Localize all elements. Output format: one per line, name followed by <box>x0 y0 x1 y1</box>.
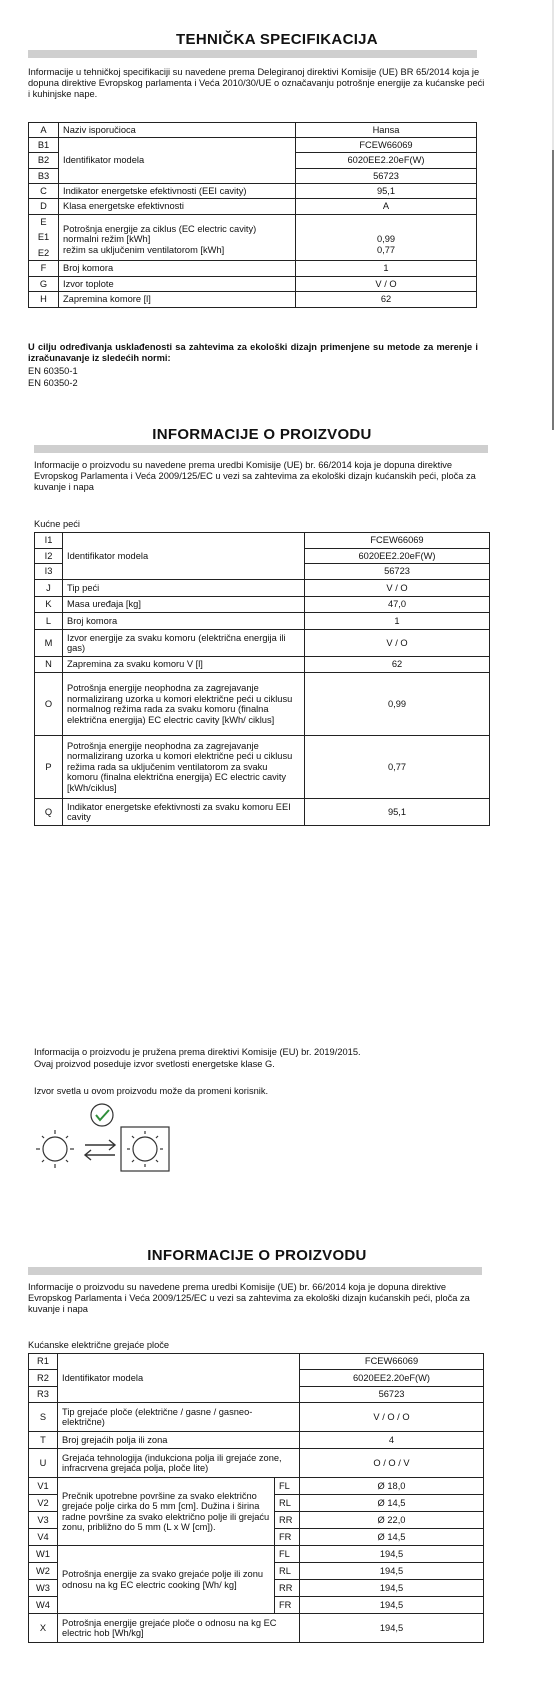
row-value: 4 <box>300 1432 484 1449</box>
row-label: Potrošnja energije grejaće ploče o odnosu na kg EC electric hob [Wh/kg] <box>58 1614 300 1643</box>
row-value: 6020EE2.20eF(W) <box>296 153 477 169</box>
row-label: normalni režim [kWh] <box>63 234 151 245</box>
row-label: Tip peći <box>63 580 305 597</box>
row-code: D <box>29 199 59 215</box>
row-value: 0,99 <box>376 234 396 244</box>
row-label: Identifikator modela <box>63 533 305 580</box>
row-value: Ø 14,5 <box>300 1495 484 1512</box>
replaceable-light-pictogram <box>33 1099 183 1174</box>
row-code: B3 <box>29 169 59 184</box>
table-row <box>29 184 477 199</box>
row-label: režim sa uključenim ventilatorom [kWh] <box>63 244 225 255</box>
table-row <box>35 630 490 657</box>
row-code: I2 <box>35 549 63 564</box>
check-circle-icon <box>91 1104 113 1126</box>
energy-consumption-cell <box>59 215 296 261</box>
section-title-product-info-hob: INFORMACIJE O PROIZVODU <box>147 1247 367 1264</box>
row-code: H <box>29 292 59 308</box>
table-row <box>35 736 490 799</box>
row-value: FCEW66069 <box>300 1354 484 1370</box>
row-code: B1 <box>29 138 59 153</box>
zone-position: RL <box>275 1495 300 1512</box>
row-value: 6020EE2.20eF(W) <box>300 1370 484 1387</box>
row-value: V / O <box>305 630 490 657</box>
row-label: Izvor toplote <box>59 277 296 292</box>
row-code: W3 <box>29 1580 58 1597</box>
row-code: T <box>29 1432 58 1449</box>
row-value: 6020EE2.20eF(W) <box>305 549 490 564</box>
table-row <box>29 1354 484 1370</box>
row-value: 194,5 <box>300 1614 484 1643</box>
light-class-line: Ovaj proizvod poseduje izvor svetlosti energetske klase G. <box>34 1059 275 1069</box>
row-value: 56723 <box>296 169 477 184</box>
intro-paragraph: Informacije u tehničkoj specifikaciji su navedene prema Delegiranoj direktivi Komisije (UE) BR 65/2014 koja je dopuna direktive Evropskog parlamenta i Veća 2010/30/UE o označavanju potrošnje energije za kućanske peći i kuhinjske nape. <box>28 67 485 99</box>
row-value: A <box>296 199 477 215</box>
table-row <box>29 1546 484 1563</box>
row-label: Zapremina za svaku komoru V [l] <box>63 657 305 673</box>
table-row <box>35 613 490 630</box>
row-code: N <box>35 657 63 673</box>
technical-spec-table <box>28 122 477 308</box>
table-row <box>35 799 490 826</box>
row-code: V1 <box>29 1478 58 1495</box>
row-code: J <box>35 580 63 597</box>
row-value: FCEW66069 <box>296 138 477 153</box>
row-code: O <box>35 673 63 736</box>
zone-position: RR <box>275 1512 300 1529</box>
light-info-line: Informacija o proizvodu je pružena prema direktivi Komisije (EU) br. 2019/2015. <box>34 1047 361 1057</box>
table-caption: Kućne peći <box>34 519 80 529</box>
row-value: 95,1 <box>296 184 477 199</box>
row-value: 194,5 <box>300 1546 484 1563</box>
row-value: O / O / V <box>300 1449 484 1478</box>
page-title-technical-spec: TEHNIČKA SPECIFIKACIJA <box>176 31 378 48</box>
swap-arrows-icon <box>85 1140 115 1160</box>
row-code: K <box>35 597 63 613</box>
row-value: 194,5 <box>300 1597 484 1614</box>
row-label: Indikator energetske efektivnosti (EEI cavity) <box>59 184 296 199</box>
table-row <box>29 1478 484 1495</box>
row-code: G <box>29 277 59 292</box>
row-value: 0,77 <box>305 736 490 799</box>
intro-paragraph: Informacije o proizvodu su navedene prema uredbi Komisije (UE) br. 66/2014 koja je dopuna direktive Evropskog Parlamenta i Veća 2009/125/EC u vezi sa zahtevima za ekološki dizajn kućanskih peći, ploča za kuvanje i napa <box>28 1282 470 1314</box>
row-label: Broj komora <box>59 261 296 277</box>
zone-position: RR <box>275 1580 300 1597</box>
title-underline-bar <box>34 445 488 453</box>
row-code: Q <box>35 799 63 826</box>
row-label: Izvor energije za svaku komoru (električna energija ili gas) <box>63 630 305 657</box>
row-label: Broj komora <box>63 613 305 630</box>
row-code: R2 <box>29 1370 58 1387</box>
zone-position: FR <box>275 1597 300 1614</box>
table-row <box>29 261 477 277</box>
row-value: V / O <box>296 277 477 292</box>
row-value: 1 <box>305 613 490 630</box>
table-row <box>29 138 477 153</box>
row-value: Ø 14,5 <box>300 1529 484 1546</box>
hob-info-table <box>28 1353 484 1643</box>
row-code: V2 <box>29 1495 58 1512</box>
row-code: A <box>29 123 59 138</box>
row-label: Tip grejaće ploče (električne / gasne / gasneo-električne) <box>58 1403 300 1432</box>
row-code: P <box>35 736 63 799</box>
row-value: 56723 <box>300 1387 484 1403</box>
row-value: 0,99 <box>305 673 490 736</box>
norm-item: EN 60350-2 <box>28 378 78 388</box>
table-row <box>29 1432 484 1449</box>
norm-item: EN 60350-1 <box>28 366 78 376</box>
row-code: V3 <box>29 1512 58 1529</box>
row-value: Hansa <box>296 123 477 138</box>
row-code: R1 <box>29 1354 58 1370</box>
row-code: M <box>35 630 63 657</box>
row-label: Potrošnja energije neophodna za zagrejavanje normalizirang uzorka u komori električne peći u ciklusu normalnog režima rada za svaku komoru (finalna električna energija) EC electric cavity [kWh/ ciklus] <box>63 673 305 736</box>
energy-consumption-values <box>296 215 477 261</box>
table-row <box>29 292 477 308</box>
title-underline-bar <box>28 50 477 58</box>
table-row <box>29 1449 484 1478</box>
row-code: W1 <box>29 1546 58 1563</box>
row-code: S <box>29 1403 58 1432</box>
row-code: W4 <box>29 1597 58 1614</box>
row-code: L <box>35 613 63 630</box>
row-code: E <box>29 215 59 230</box>
row-value: Ø 18,0 <box>300 1478 484 1495</box>
standards-note: U cilju određivanja usklađenosti sa zahtevima za ekološki dizajn primenjene su metode za merenje i izračunavanje iz sledećih normi: <box>28 342 478 363</box>
bulb-icon <box>36 1130 74 1168</box>
row-label: Potrošnja energije neophodna za zagrejavanje normalizirang uzorka u komori električne peći u ciklusu režima rada sa uključenim ventilatorom za svaku komoru (finalna električna energija) EC electric cavity [kWh/ciklus] <box>63 736 305 799</box>
row-value: 95,1 <box>305 799 490 826</box>
table-row <box>29 1403 484 1432</box>
zone-position: FL <box>275 1478 300 1495</box>
row-value: 56723 <box>305 564 490 580</box>
row-value: 1 <box>296 261 477 277</box>
table-row <box>35 673 490 736</box>
intro-paragraph: Informacije o proizvodu su navedene prema uredbi Komisije (UE) br. 66/2014 koja je dopuna direktive Evropskog Parlamenta i Veća 2009/125/EC u vezi sa zahtevima za ekološki dizajn kućanskih peći, ploča za kuvanje i napa <box>34 460 476 492</box>
row-label: Zapremina komore [l] <box>59 292 296 308</box>
zone-position: FR <box>275 1529 300 1546</box>
row-label: Masa uređaja [kg] <box>63 597 305 613</box>
row-label: Grejaća tehnologija (indukciona polja ili grejaće zone, infracrvena grejaća polja, ploče lite) <box>58 1449 300 1478</box>
row-code: C <box>29 184 59 199</box>
row-code: E2 <box>29 246 59 261</box>
light-replace-line: Izvor svetla u ovom proizvodu može da promeni korisnik. <box>34 1086 269 1096</box>
row-value: Ø 22,0 <box>300 1512 484 1529</box>
table-row <box>35 597 490 613</box>
row-label: Indikator energetske efektivnosti za svaku komoru EEI cavity <box>63 799 305 826</box>
table-row <box>35 533 490 549</box>
row-code: U <box>29 1449 58 1478</box>
table-row <box>29 215 477 230</box>
row-code: I1 <box>35 533 63 549</box>
row-code: V4 <box>29 1529 58 1546</box>
row-label: Broj grejaćih polja ili zona <box>58 1432 300 1449</box>
table-row <box>29 199 477 215</box>
table-row <box>35 657 490 673</box>
table-row <box>29 1614 484 1643</box>
boxed-bulb-icon <box>121 1127 169 1171</box>
row-code: E1 <box>29 230 59 246</box>
row-code: B2 <box>29 153 59 169</box>
row-value: 62 <box>296 292 477 308</box>
row-code: R3 <box>29 1387 58 1403</box>
row-value: 194,5 <box>300 1580 484 1597</box>
row-code: I3 <box>35 564 63 580</box>
row-label: Naziv isporučioca <box>59 123 296 138</box>
row-label: Identifikator modela <box>58 1354 300 1403</box>
row-value: V / O <box>305 580 490 597</box>
title-underline-bar <box>28 1267 482 1275</box>
table-row <box>35 580 490 597</box>
table-caption: Kućanske električne grejaće ploče <box>28 1340 170 1350</box>
row-code: X <box>29 1614 58 1643</box>
row-label: Identifikator modela <box>59 138 296 184</box>
row-value: 194,5 <box>300 1563 484 1580</box>
row-code: W2 <box>29 1563 58 1580</box>
row-label: Potrošnja energije za svako grejaće polje ili zonu odnosu na kg EC electric cooking [Wh/ kg] <box>58 1546 275 1614</box>
oven-info-table <box>34 532 490 826</box>
row-code: F <box>29 261 59 277</box>
row-value: FCEW66069 <box>305 533 490 549</box>
row-label: Klasa energetske efektivnosti <box>59 199 296 215</box>
table-row <box>29 277 477 292</box>
row-value: 0,77 <box>376 244 396 255</box>
row-value: 47,0 <box>305 597 490 613</box>
zone-position: RL <box>275 1563 300 1580</box>
row-value: 62 <box>305 657 490 673</box>
section-title-product-info: INFORMACIJE O PROIZVODU <box>152 426 372 443</box>
zone-position: FL <box>275 1546 300 1563</box>
row-label: Potrošnja energije za ciklus (EC electric cavity) <box>63 223 257 234</box>
table-row <box>29 123 477 138</box>
row-value: V / O / O <box>300 1403 484 1432</box>
row-label: Prečnik upotrebne površine za svako električno grejaće polje cirka do 5 mm [cm]. Dužina i širina radne površine za svako električno polje ili grejaću zonu, približno do 5 mm (L x W [cm]). <box>58 1478 275 1546</box>
